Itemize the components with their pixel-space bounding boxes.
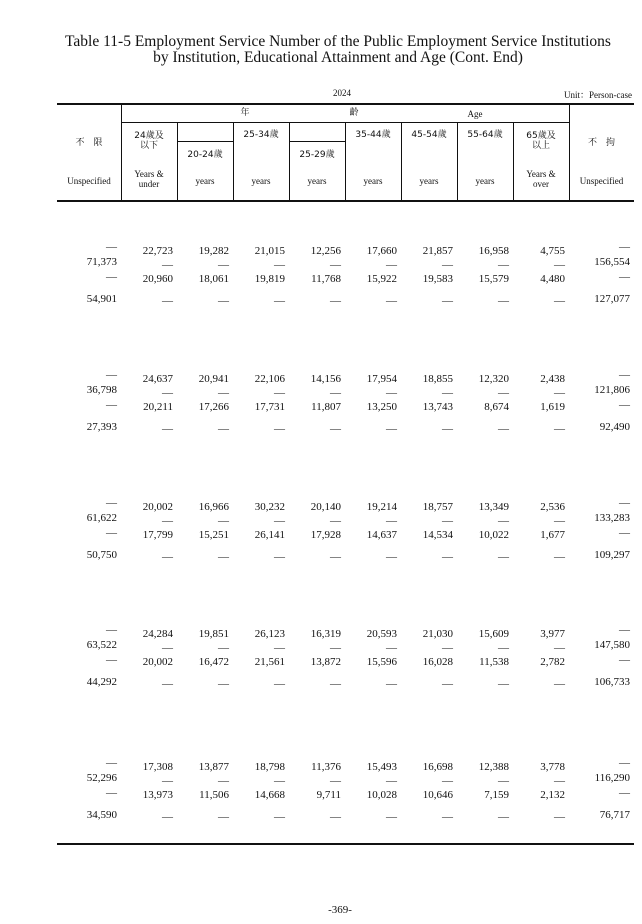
column-header-en-8: Years & over bbox=[526, 169, 556, 189]
group-1-col5-dash1: — bbox=[386, 387, 397, 399]
group-2-col2-dash1: — bbox=[218, 515, 229, 527]
group-2-col7-dash2: — bbox=[498, 551, 509, 563]
group-0-col1-dash1: — bbox=[162, 259, 173, 271]
column-header-en-9: Unspecified bbox=[579, 176, 624, 186]
group-4-col8-dash1: — bbox=[554, 775, 565, 787]
group-3-col3-a: 26,123 bbox=[254, 628, 285, 640]
group-4-col7-b: 7,159 bbox=[484, 789, 509, 801]
group-0-col7-a: 16,958 bbox=[478, 245, 509, 257]
group-1-col3-a: 22,106 bbox=[254, 373, 285, 385]
group-1-col5-dash2: — bbox=[386, 423, 397, 435]
subcol-rule-20-24 bbox=[177, 141, 233, 142]
group-3-col4-dash1: — bbox=[330, 642, 341, 654]
group-1-col3-b: 17,731 bbox=[254, 401, 285, 413]
column-header-en-1: Years & under bbox=[134, 169, 164, 189]
group-2-col1-b: 17,799 bbox=[142, 529, 173, 541]
group-1-col3-dash1: — bbox=[274, 387, 285, 399]
group-2-col0-dash-mid: — bbox=[106, 527, 117, 539]
group-1-col3-dash2: — bbox=[274, 423, 285, 435]
group-0-col9-a: 156,554 bbox=[594, 256, 630, 268]
group-4-col0-a: 52,296 bbox=[86, 772, 117, 784]
group-1-col7-b: 8,674 bbox=[484, 401, 509, 413]
column-header-en-4: years bbox=[307, 176, 327, 186]
column-header-en-3: years bbox=[251, 176, 271, 186]
subcol-rule-25-29 bbox=[289, 141, 345, 142]
group-1-col5-a: 17,954 bbox=[366, 373, 397, 385]
group-2-col1-dash1: — bbox=[162, 515, 173, 527]
column-header-cn-9: 不 拘 bbox=[587, 138, 615, 148]
group-4-col4-b: 9,711 bbox=[316, 789, 341, 801]
group-4-col3-a: 18,798 bbox=[254, 761, 285, 773]
column-header-en-6: years bbox=[419, 176, 439, 186]
column-header-cn-6: 45-54歲 bbox=[411, 130, 447, 140]
group-0-col9-dash-mid: — bbox=[619, 271, 630, 283]
group-1-col4-dash1: — bbox=[330, 387, 341, 399]
table-title-line1: Table 11-5 Employment Service Number of the Public Employment Service Institutions bbox=[65, 33, 611, 50]
group-4-col9-a: 116,290 bbox=[594, 772, 630, 784]
group-2-col5-dash1: — bbox=[386, 515, 397, 527]
group-4-col9-b: 76,717 bbox=[599, 809, 630, 821]
group-2-col4-b: 17,928 bbox=[310, 529, 341, 541]
group-3-col2-dash1: — bbox=[218, 642, 229, 654]
group-1-col9-dash-top: — bbox=[619, 369, 630, 381]
group-1-col8-dash1: — bbox=[554, 387, 565, 399]
group-3-col6-dash2: — bbox=[442, 678, 453, 690]
column-header-cn-5: 35-44歲 bbox=[355, 130, 391, 140]
group-0-col2-dash1: — bbox=[218, 259, 229, 271]
group-2-col9-dash-top: — bbox=[619, 497, 630, 509]
group-3-col4-dash2: — bbox=[330, 678, 341, 690]
group-3-col2-b: 16,472 bbox=[198, 656, 229, 668]
group-1-col2-b: 17,266 bbox=[198, 401, 229, 413]
group-4-col5-a: 15,493 bbox=[366, 761, 397, 773]
group-2-col6-dash1: — bbox=[442, 515, 453, 527]
group-2-col0-a: 61,622 bbox=[86, 512, 117, 524]
group-3-col8-dash1: — bbox=[554, 642, 565, 654]
group-4-col1-dash2: — bbox=[162, 811, 173, 823]
group-0-col8-b: 4,480 bbox=[540, 273, 565, 285]
group-2-col6-a: 18,757 bbox=[422, 501, 453, 513]
column-header-en-2: years bbox=[195, 176, 215, 186]
group-2-col8-dash2: — bbox=[554, 551, 565, 563]
group-3-col7-dash2: — bbox=[498, 678, 509, 690]
age-header-cn-2: 齡 bbox=[349, 108, 359, 118]
group-1-col8-dash2: — bbox=[554, 423, 565, 435]
group-2-col5-dash2: — bbox=[386, 551, 397, 563]
group-2-col4-dash2: — bbox=[330, 551, 341, 563]
group-0-col2-dash2: — bbox=[218, 295, 229, 307]
group-1-col9-dash-mid: — bbox=[619, 399, 630, 411]
group-0-col1-b: 20,960 bbox=[142, 273, 173, 285]
group-3-col3-dash1: — bbox=[274, 642, 285, 654]
group-4-col2-b: 11,506 bbox=[199, 789, 229, 801]
group-3-col1-dash1: — bbox=[162, 642, 173, 654]
unit-label: Unit：Person-case bbox=[564, 90, 632, 100]
group-3-col5-a: 20,593 bbox=[366, 628, 397, 640]
group-4-col0-b: 34,590 bbox=[86, 809, 117, 821]
group-3-col2-a: 19,851 bbox=[198, 628, 229, 640]
group-1-col2-dash2: — bbox=[218, 423, 229, 435]
group-3-col4-a: 16,319 bbox=[310, 628, 341, 640]
group-3-col8-a: 3,977 bbox=[540, 628, 565, 640]
group-4-col9-dash-mid: — bbox=[619, 787, 630, 799]
group-2-col5-b: 14,637 bbox=[366, 529, 397, 541]
group-2-col2-dash2: — bbox=[218, 551, 229, 563]
age-header-en: Age bbox=[467, 109, 483, 119]
group-3-col1-a: 24,284 bbox=[142, 628, 173, 640]
group-3-col9-a: 147,580 bbox=[594, 639, 630, 651]
column-header-cn-0: 不 限 bbox=[75, 138, 103, 148]
group-4-col6-dash1: — bbox=[442, 775, 453, 787]
group-3-col5-dash1: — bbox=[386, 642, 397, 654]
group-0-col4-dash2: — bbox=[330, 295, 341, 307]
group-4-col3-dash2: — bbox=[274, 811, 285, 823]
group-1-col0-dash-top: — bbox=[106, 369, 117, 381]
group-0-col0-b: 54,901 bbox=[86, 293, 117, 305]
group-0-col0-a: 71,373 bbox=[86, 256, 117, 268]
group-0-col8-dash1: — bbox=[554, 259, 565, 271]
group-4-col6-dash2: — bbox=[442, 811, 453, 823]
group-1-col7-dash1: — bbox=[498, 387, 509, 399]
group-2-col9-a: 133,283 bbox=[594, 512, 630, 524]
group-4-col5-b: 10,028 bbox=[366, 789, 397, 801]
group-3-col1-b: 20,002 bbox=[142, 656, 173, 668]
group-4-col8-a: 3,778 bbox=[540, 761, 565, 773]
group-4-col5-dash1: — bbox=[386, 775, 397, 787]
group-0-col5-dash1: — bbox=[386, 259, 397, 271]
group-1-col6-a: 18,855 bbox=[422, 373, 453, 385]
group-0-col3-dash2: — bbox=[274, 295, 285, 307]
group-1-col1-dash1: — bbox=[162, 387, 173, 399]
group-0-col9-b: 127,077 bbox=[594, 293, 630, 305]
top-rule bbox=[57, 103, 634, 105]
group-1-col7-a: 12,320 bbox=[478, 373, 509, 385]
group-2-col3-dash2: — bbox=[274, 551, 285, 563]
group-3-col2-dash2: — bbox=[218, 678, 229, 690]
group-4-col4-a: 11,376 bbox=[311, 761, 341, 773]
group-2-col9-dash-mid: — bbox=[619, 527, 630, 539]
group-4-col3-dash1: — bbox=[274, 775, 285, 787]
group-0-col0-dash-mid: — bbox=[106, 271, 117, 283]
group-0-col9-dash-top: — bbox=[619, 241, 630, 253]
group-2-col7-a: 13,349 bbox=[478, 501, 509, 513]
group-3-col0-b: 44,292 bbox=[86, 676, 117, 688]
group-2-col4-dash1: — bbox=[330, 515, 341, 527]
group-2-col3-dash1: — bbox=[274, 515, 285, 527]
group-1-col1-dash2: — bbox=[162, 423, 173, 435]
group-3-col7-b: 11,538 bbox=[479, 656, 509, 668]
group-2-col7-dash1: — bbox=[498, 515, 509, 527]
group-4-col8-dash2: — bbox=[554, 811, 565, 823]
group-2-col0-dash-top: — bbox=[106, 497, 117, 509]
group-4-col5-dash2: — bbox=[386, 811, 397, 823]
group-1-col0-dash-mid: — bbox=[106, 399, 117, 411]
group-2-col6-dash2: — bbox=[442, 551, 453, 563]
group-0-col7-dash1: — bbox=[498, 259, 509, 271]
group-2-col2-a: 16,966 bbox=[198, 501, 229, 513]
group-4-col7-dash2: — bbox=[498, 811, 509, 823]
group-1-col6-b: 13,743 bbox=[422, 401, 453, 413]
group-0-col6-dash2: — bbox=[442, 295, 453, 307]
group-3-col1-dash2: — bbox=[162, 678, 173, 690]
group-1-col0-b: 27,393 bbox=[86, 421, 117, 433]
group-0-col5-a: 17,660 bbox=[366, 245, 397, 257]
group-4-col0-dash-top: — bbox=[106, 757, 117, 769]
group-1-col5-b: 13,250 bbox=[366, 401, 397, 413]
group-0-col4-dash1: — bbox=[330, 259, 341, 271]
group-3-col8-b: 2,782 bbox=[540, 656, 565, 668]
group-0-col6-a: 21,857 bbox=[422, 245, 453, 257]
group-2-col6-b: 14,534 bbox=[422, 529, 453, 541]
group-4-col8-b: 2,132 bbox=[540, 789, 565, 801]
group-2-col3-a: 30,232 bbox=[254, 501, 285, 513]
column-header-cn-8: 65歲及 以上 bbox=[526, 131, 556, 151]
group-0-col3-b: 19,819 bbox=[254, 273, 285, 285]
group-1-col6-dash2: — bbox=[442, 423, 453, 435]
table-title-line2: by Institution, Educational Attainment and Age (Cont. End) bbox=[153, 49, 523, 66]
group-0-col3-dash1: — bbox=[274, 259, 285, 271]
group-3-col0-dash-top: — bbox=[106, 624, 117, 636]
group-0-col6-b: 19,583 bbox=[422, 273, 453, 285]
header-vline-2 bbox=[177, 123, 178, 200]
column-header-en-7: years bbox=[475, 176, 495, 186]
group-4-col9-dash-top: — bbox=[619, 757, 630, 769]
group-3-col7-dash1: — bbox=[498, 642, 509, 654]
group-1-col4-b: 11,807 bbox=[311, 401, 341, 413]
group-2-col8-a: 2,536 bbox=[540, 501, 565, 513]
group-4-col7-a: 12,388 bbox=[478, 761, 509, 773]
group-3-col3-dash2: — bbox=[274, 678, 285, 690]
group-0-col7-b: 15,579 bbox=[478, 273, 509, 285]
group-1-col8-b: 1,619 bbox=[540, 401, 565, 413]
group-0-col8-a: 4,755 bbox=[540, 245, 565, 257]
group-2-col4-a: 20,140 bbox=[310, 501, 341, 513]
header-vline-4 bbox=[289, 123, 290, 200]
group-0-col6-dash1: — bbox=[442, 259, 453, 271]
group-0-col3-a: 21,015 bbox=[254, 245, 285, 257]
group-4-col4-dash2: — bbox=[330, 811, 341, 823]
group-2-col8-b: 1,677 bbox=[540, 529, 565, 541]
group-0-col4-a: 12,256 bbox=[310, 245, 341, 257]
group-1-col4-a: 14,156 bbox=[310, 373, 341, 385]
group-4-col2-a: 13,877 bbox=[198, 761, 229, 773]
group-1-col2-a: 20,941 bbox=[198, 373, 229, 385]
column-header-cn-3: 25-34歲 bbox=[243, 130, 279, 140]
column-header-en-0: Unspecified bbox=[67, 176, 111, 186]
column-header-cn-2: 20-24歲 bbox=[187, 150, 223, 160]
group-0-col2-b: 18,061 bbox=[198, 273, 229, 285]
group-1-col9-b: 92,490 bbox=[599, 421, 630, 433]
group-3-col5-dash2: — bbox=[386, 678, 397, 690]
column-header-en-5: years bbox=[363, 176, 383, 186]
group-3-col6-a: 21,030 bbox=[422, 628, 453, 640]
group-2-col7-b: 10,022 bbox=[478, 529, 509, 541]
group-1-col7-dash2: — bbox=[498, 423, 509, 435]
group-1-col2-dash1: — bbox=[218, 387, 229, 399]
group-0-col1-dash2: — bbox=[162, 295, 173, 307]
year-label: 2024 bbox=[333, 88, 351, 98]
group-1-col8-a: 2,438 bbox=[540, 373, 565, 385]
group-2-col8-dash1: — bbox=[554, 515, 565, 527]
group-1-col1-b: 20,211 bbox=[143, 401, 173, 413]
group-3-col4-b: 13,872 bbox=[310, 656, 341, 668]
group-0-col5-b: 15,922 bbox=[366, 273, 397, 285]
header-bottom-rule bbox=[57, 200, 634, 202]
group-2-col1-a: 20,002 bbox=[142, 501, 173, 513]
group-0-col5-dash2: — bbox=[386, 295, 397, 307]
page-number: -369- bbox=[328, 904, 352, 916]
column-header-cn-1: 24歲及 以下 bbox=[134, 131, 164, 151]
group-4-col0-dash-mid: — bbox=[106, 787, 117, 799]
group-4-col1-b: 13,973 bbox=[142, 789, 173, 801]
group-4-col6-b: 10,646 bbox=[422, 789, 453, 801]
group-3-col9-b: 106,733 bbox=[594, 676, 630, 688]
group-4-col2-dash1: — bbox=[218, 775, 229, 787]
group-3-col6-dash1: — bbox=[442, 642, 453, 654]
group-3-col7-a: 15,609 bbox=[478, 628, 509, 640]
group-2-col0-b: 50,750 bbox=[86, 549, 117, 561]
group-3-col9-dash-mid: — bbox=[619, 654, 630, 666]
group-3-col0-a: 63,522 bbox=[86, 639, 117, 651]
column-header-cn-4: 25-29歲 bbox=[299, 150, 335, 160]
age-header-cn-1: 年 bbox=[240, 108, 250, 118]
group-2-col3-b: 26,141 bbox=[254, 529, 285, 541]
group-1-col9-a: 121,806 bbox=[594, 384, 630, 396]
group-3-col6-b: 16,028 bbox=[422, 656, 453, 668]
group-1-col0-a: 36,798 bbox=[86, 384, 117, 396]
group-0-col8-dash2: — bbox=[554, 295, 565, 307]
group-2-col1-dash2: — bbox=[162, 551, 173, 563]
group-4-col7-dash1: — bbox=[498, 775, 509, 787]
group-3-col3-b: 21,561 bbox=[254, 656, 285, 668]
group-1-col6-dash1: — bbox=[442, 387, 453, 399]
group-2-col2-b: 15,251 bbox=[198, 529, 229, 541]
group-4-col3-b: 14,668 bbox=[254, 789, 285, 801]
group-2-col9-b: 109,297 bbox=[594, 549, 630, 561]
group-3-col9-dash-top: — bbox=[619, 624, 630, 636]
group-0-col2-a: 19,282 bbox=[198, 245, 229, 257]
group-0-col4-b: 11,768 bbox=[311, 273, 341, 285]
group-1-col1-a: 24,637 bbox=[142, 373, 173, 385]
group-1-col4-dash2: — bbox=[330, 423, 341, 435]
group-4-col2-dash2: — bbox=[218, 811, 229, 823]
group-0-col0-dash-top: — bbox=[106, 241, 117, 253]
group-2-col5-a: 19,214 bbox=[366, 501, 397, 513]
group-3-col8-dash2: — bbox=[554, 678, 565, 690]
group-0-col1-a: 22,723 bbox=[142, 245, 173, 257]
bottom-rule bbox=[57, 843, 634, 845]
group-4-col1-a: 17,308 bbox=[142, 761, 173, 773]
group-4-col1-dash1: — bbox=[162, 775, 173, 787]
group-4-col6-a: 16,698 bbox=[422, 761, 453, 773]
column-header-cn-7: 55-64歲 bbox=[467, 130, 503, 140]
group-4-col4-dash1: — bbox=[330, 775, 341, 787]
group-3-col0-dash-mid: — bbox=[106, 654, 117, 666]
group-3-col5-b: 15,596 bbox=[366, 656, 397, 668]
group-0-col7-dash2: — bbox=[498, 295, 509, 307]
